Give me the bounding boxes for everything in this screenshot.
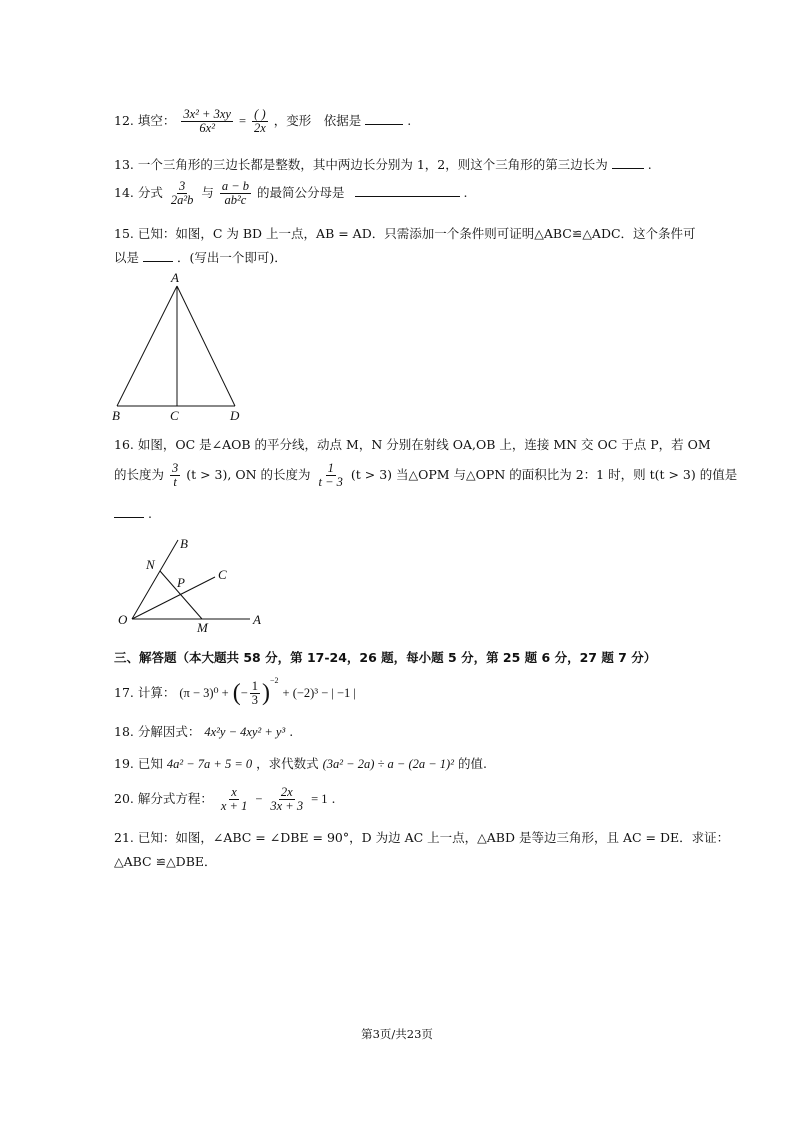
fraction-denominator: 6x² [199,121,215,136]
question-prefix: 18. 分解因式： [114,724,201,739]
fraction-denominator: 2x [253,121,266,136]
period: . [147,506,152,521]
question-text: 13. 一个三角形的三边长都是整数，其中两边长分别为 1，2，则这个三角形的第三边长为 [114,157,608,172]
fraction-2 [220,180,251,207]
fraction-numerator: 2x [280,785,293,799]
question-text: ，变形 依据是 [273,113,362,129]
period: . [463,185,468,201]
fraction-numerator: 1 [327,461,334,475]
question-16-line-2 [114,462,737,489]
period: . [407,113,412,129]
equation-rhs: = 1 [311,792,328,807]
question-prefix: 填空： [137,113,176,129]
question-21-line-2: △ABC ≌△DBE． [114,854,217,869]
fraction-numerator: 3 [172,461,179,475]
label-m: M [197,620,208,634]
fraction-numerator: 1 [251,678,259,693]
label-b: B [180,536,188,551]
question-text: (t > 3), ON 的长度为 [186,467,311,483]
fraction-numerator: 3x² + 3xy [183,107,231,121]
fraction-on [316,462,344,489]
label-a: A [253,612,261,627]
label-c: C [218,567,227,582]
expression: 4x²y − 4xy² + y³ [204,725,286,739]
fraction-denominator: t [173,475,177,490]
expression-part: (π − 3)⁰ + [179,686,229,700]
minus-sign: − [255,792,263,807]
expression: (3a² − 2a) ÷ a − (2a − 1)² [322,757,454,771]
label-o: O [118,612,128,627]
fraction-numerator: x [231,785,237,799]
question-text: 的最简公分母是 [257,185,345,201]
fraction-om [170,462,180,489]
connector-text: 与 [201,185,214,201]
expression-part: + (−2)³ − | −1 | [282,686,356,700]
page-footer: 第3页/共23页 [361,1027,433,1041]
question-15-line-2 [114,248,287,266]
fraction-2 [268,786,305,813]
question-text: ．(写出一个即可)． [176,250,287,265]
fraction-denominator: x + 1 [220,799,248,814]
fraction-numerator-blank: ( ) [254,107,266,121]
label-n: N [146,557,155,572]
question-16-line-1: 16. 如图，OC 是∠AOB 的平分线，动点 M，N 分别在射线 OA,OB 上，连接 MN 交 OC 于点 P，若 OM [114,437,711,452]
fraction-denominator: 3 [251,693,259,707]
answer-blank [355,184,460,197]
label-p: P [177,575,185,590]
question-prefix: 17. 计算： [114,685,176,700]
fraction-one-third [250,680,260,707]
question-17 [114,676,356,707]
question-13 [114,155,652,173]
paren-left: ( [232,680,241,706]
question-prefix: 20. 解分式方程： [114,791,213,807]
question-text: 以是 [114,250,140,265]
label-c: C [170,408,179,423]
fraction-numerator: 3 [178,179,186,193]
fraction-denominator: ab²c [224,193,247,208]
question-12 [114,108,411,135]
question-text: 的值. [457,756,487,771]
label-d: D [230,408,240,423]
question-prefix: 19. 已知 [114,756,163,771]
fraction-1 [169,180,196,207]
period: . [331,791,336,807]
question-14 [114,180,467,207]
label-b: B [112,408,120,423]
equals-sign: = [238,114,246,129]
fraction-denominator: 2a²b [170,193,194,208]
fraction-numerator: a − b [221,179,250,193]
exponent: −2 [270,676,279,685]
figure-angle-aob [112,532,272,634]
question-number: 12. [114,113,134,129]
paren-right: ) [262,680,271,706]
question-21-line-1: 21. 已知：如图，∠ABC = ∠DBE = 90°，D 为边 AC 上一点，△ABD 是等边三角形，且 AC = DE．求证： [114,830,730,845]
segment-ad [177,286,235,406]
answer-blank [612,156,644,169]
fraction-lhs [181,108,233,135]
fraction-1 [219,786,249,813]
question-text: (t > 3) 当△OPM 与△OPN 的面积比为 2：1 时，则 t(t > 3) 的值是 [350,467,738,483]
section-heading: 三、解答题（本大题共 58 分，第 17-24，26 题，每小题 5 分，第 25 题 6 分，27 题 7 分） [114,650,657,665]
period: . [647,157,652,172]
question-20 [114,786,335,813]
segment-ab [117,286,177,406]
question-text: ，求代数式 [256,756,319,771]
answer-blank [365,112,403,125]
fraction-denominator: 3x + 3 [270,799,304,814]
minus-sign: − [240,686,248,700]
answer-blank [143,249,173,262]
fraction-denominator: t − 3 [318,475,343,490]
question-prefix: 14. 分式 [114,185,163,201]
answer-blank [114,505,144,518]
label-a: A [171,270,179,285]
condition-equation: 4a² − 7a + 5 = 0 [166,757,253,771]
question-15-line-1: 15. 已知：如图，C 为 BD 上一点，AB = AD．只需添加一个条件则可证明△ABC≌△ADC．这个条件可 [114,226,696,241]
question-19 [114,754,487,772]
figure-triangle-abd [105,268,255,426]
question-text: 的长度为 [114,467,165,483]
period: . [289,724,294,739]
fraction-rhs [252,108,268,135]
question-16-line-3 [114,505,152,521]
question-18 [114,722,293,740]
